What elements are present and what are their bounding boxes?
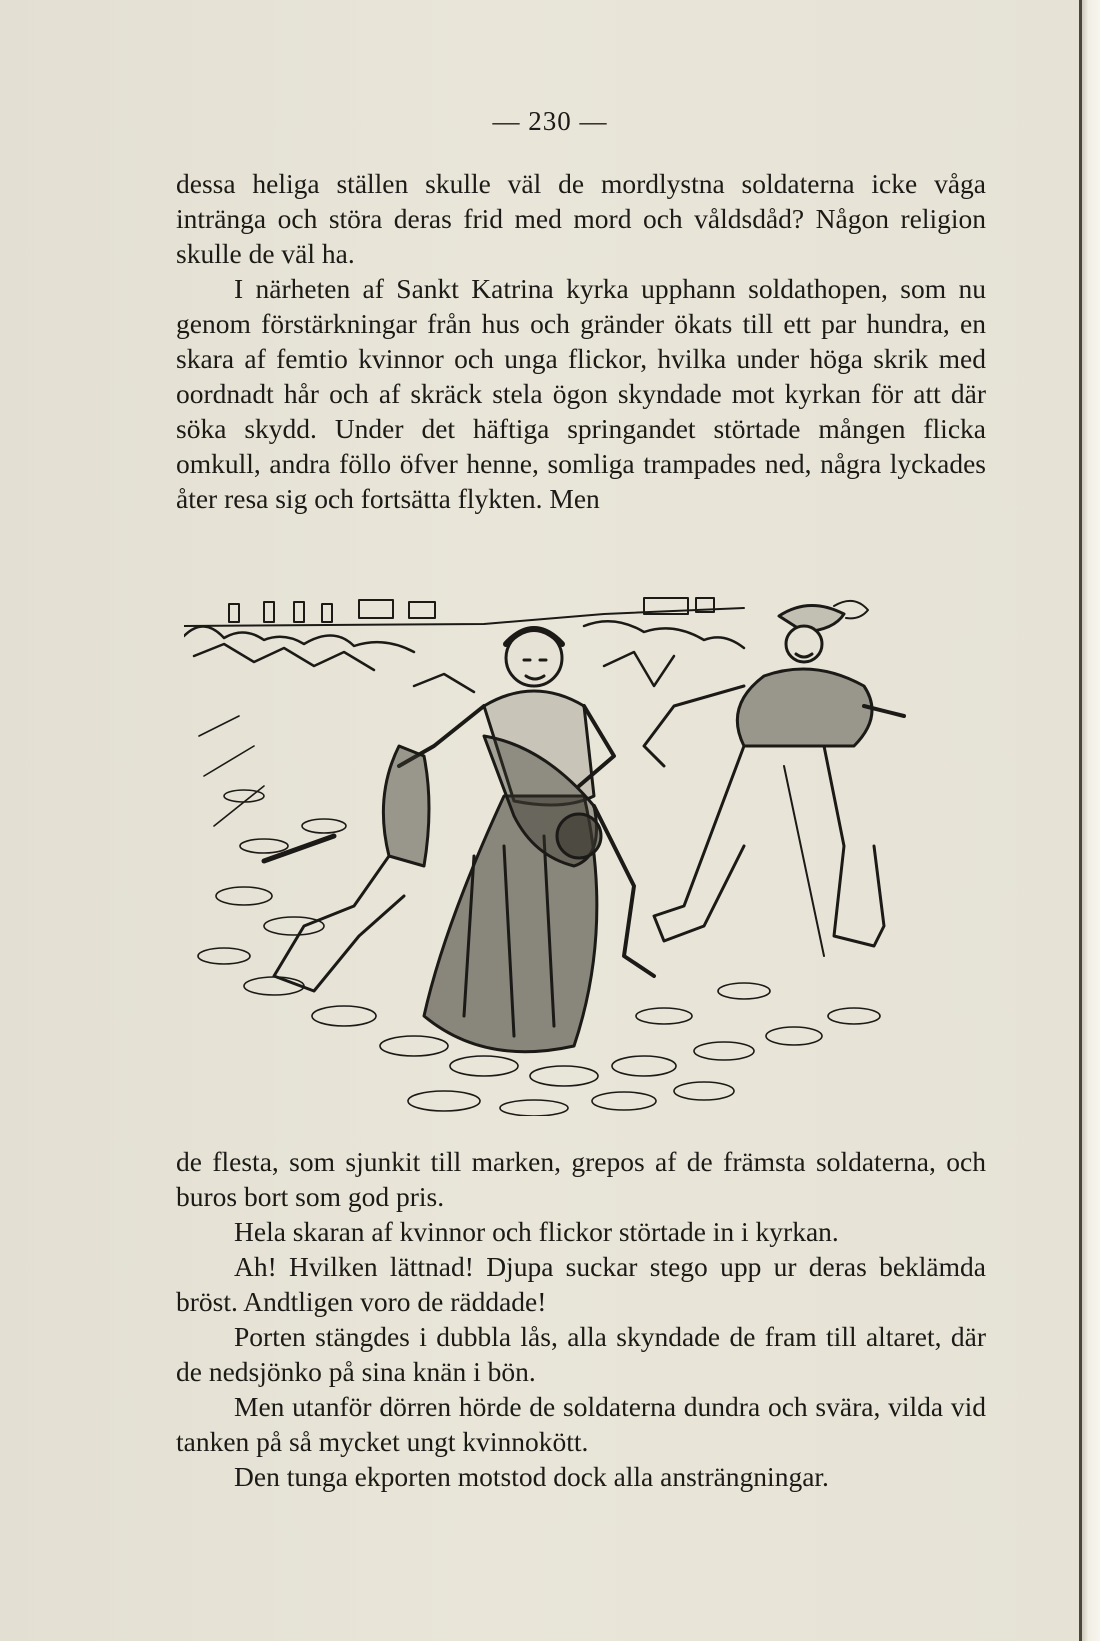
text-block-bottom bbox=[176, 1144, 986, 1494]
paragraph: dessa heliga ställen skulle väl de mordlystna soldaterna icke våga intränga och störa deras frid med mord och våldsdåd? Någon religion skulle de väl ha. bbox=[176, 168, 986, 269]
crowd-background bbox=[184, 621, 744, 692]
paragraph: Porten stängdes i dubbla lås, alla skyndade de fram till altaret, där de nedsjönko på sina knän i bön. bbox=[176, 1321, 986, 1387]
page-edge bbox=[1079, 0, 1100, 1641]
paragraph: I närheten af Sankt Katrina kyrka upphann soldathopen, som nu genom förstärkningar från hus och gränder ökats till ett par hundra, en skara af femtio kvinnor och unga flickor, hvilka under höga skrik med oordnadt hår och af skräck stela ögon skyndade mot kyrkan för att där söka skydd. Under det häftiga springandet störtade mången flicka omkull, andra föllo öfver henne, somliga trampades ned, några lyckades åter resa sig och fortsätta flykten. Men bbox=[176, 273, 986, 514]
engraving-illustration-icon bbox=[184, 596, 944, 1116]
figure-soldier-right bbox=[644, 601, 904, 956]
paragraph: de flesta, som sjunkit till marken, grepos af de främsta soldaterna, och buros bort som god pris. bbox=[176, 1146, 986, 1212]
paragraph: Men utanför dörren hörde de soldaterna dundra och svära, vilda vid tanken på så mycket ungt kvinnokött. bbox=[176, 1391, 986, 1457]
paragraph: Den tunga ekporten motstod dock alla ansträngningar. bbox=[234, 1461, 829, 1492]
page-number: — 230 — bbox=[492, 106, 608, 136]
text-block-top bbox=[176, 166, 986, 516]
figure-soldier-left bbox=[264, 746, 429, 991]
buildings-background bbox=[184, 598, 744, 626]
paragraph: Hela skaran af kvinnor och flickor störtade in i kyrkan. bbox=[234, 1216, 839, 1247]
paragraph: Ah! Hvilken lättnad! Djupa suckar stego upp ur deras beklämda bröst. Andtligen voro de räddade! bbox=[176, 1251, 986, 1317]
